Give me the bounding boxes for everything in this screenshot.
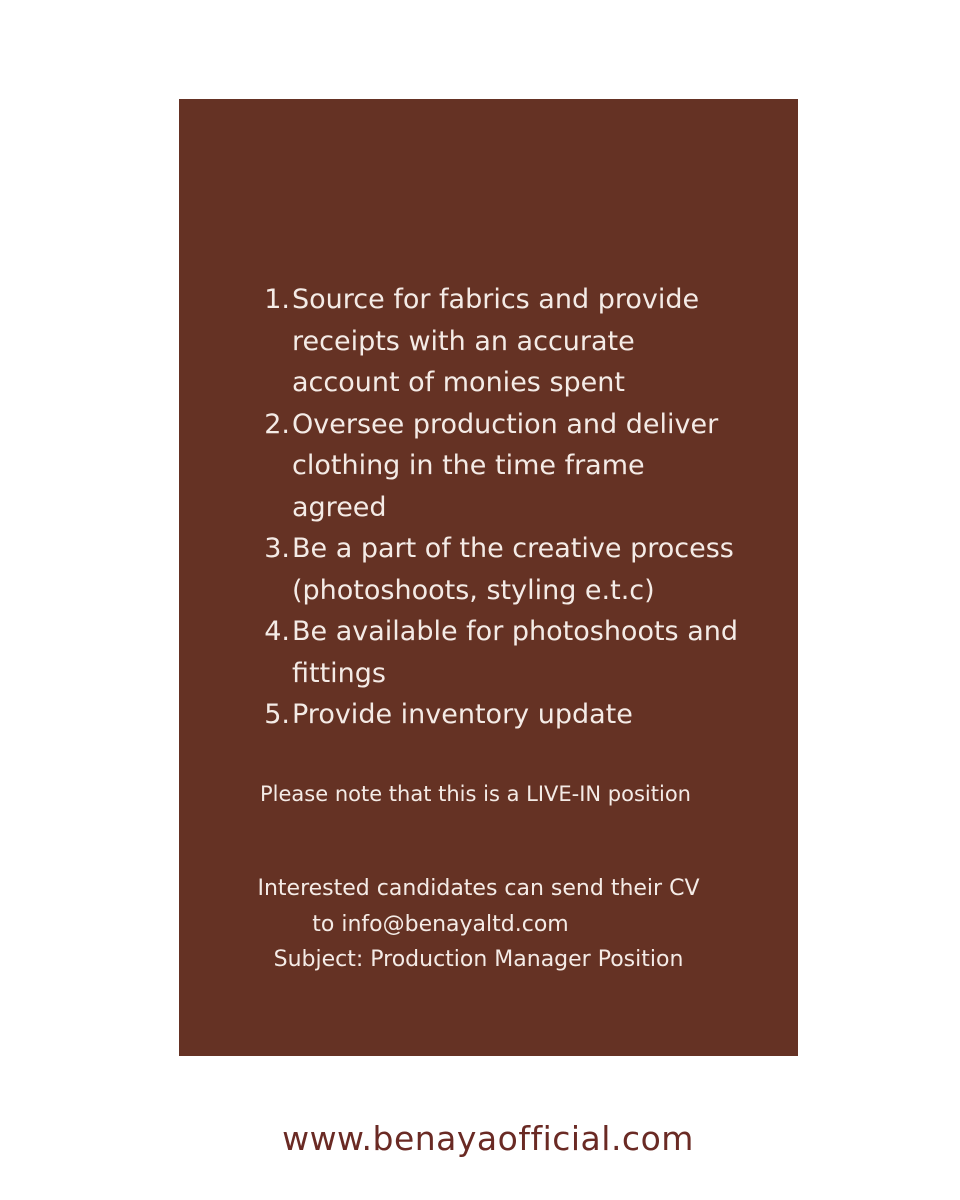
list-item-text: Be a part of the creative process (photoshoots, styling e.t.c): [292, 533, 734, 606]
list-item-number: 1.: [264, 284, 290, 315]
contact-info: [179, 871, 778, 978]
list-item-number: 3.: [264, 533, 290, 564]
list-item: [179, 694, 742, 736]
website-link[interactable]: www.benayaofficial.com: [282, 1119, 694, 1158]
duties-list: [179, 279, 798, 736]
live-in-note: Please note that this is a LIVE-IN position: [260, 782, 691, 806]
contact-line-subject: Subject: Production Manager Position: [273, 947, 684, 972]
list-item-number: 4.: [264, 616, 290, 647]
list-item-text: Be available for photoshoots and fittings: [292, 616, 739, 689]
contact-line-email: to info@benayaltd.com: [312, 911, 569, 937]
list-item: [179, 528, 742, 611]
list-item-text: Source for fabrics and provide receipts with an accurate account of monies spent: [292, 284, 700, 398]
list-item: [179, 404, 742, 529]
list-item: [179, 279, 742, 404]
list-item: [179, 611, 742, 694]
list-item-number: 2.: [264, 408, 290, 440]
job-duties-card: [179, 99, 798, 1056]
contact-line-cv: Interested candidates can send their CV: [257, 876, 700, 901]
list-item-text: Oversee production and deliver clothing in the time frame agreed: [292, 408, 719, 523]
list-item-number: 5.: [264, 699, 290, 730]
list-item-text: Provide inventory update: [292, 699, 633, 730]
